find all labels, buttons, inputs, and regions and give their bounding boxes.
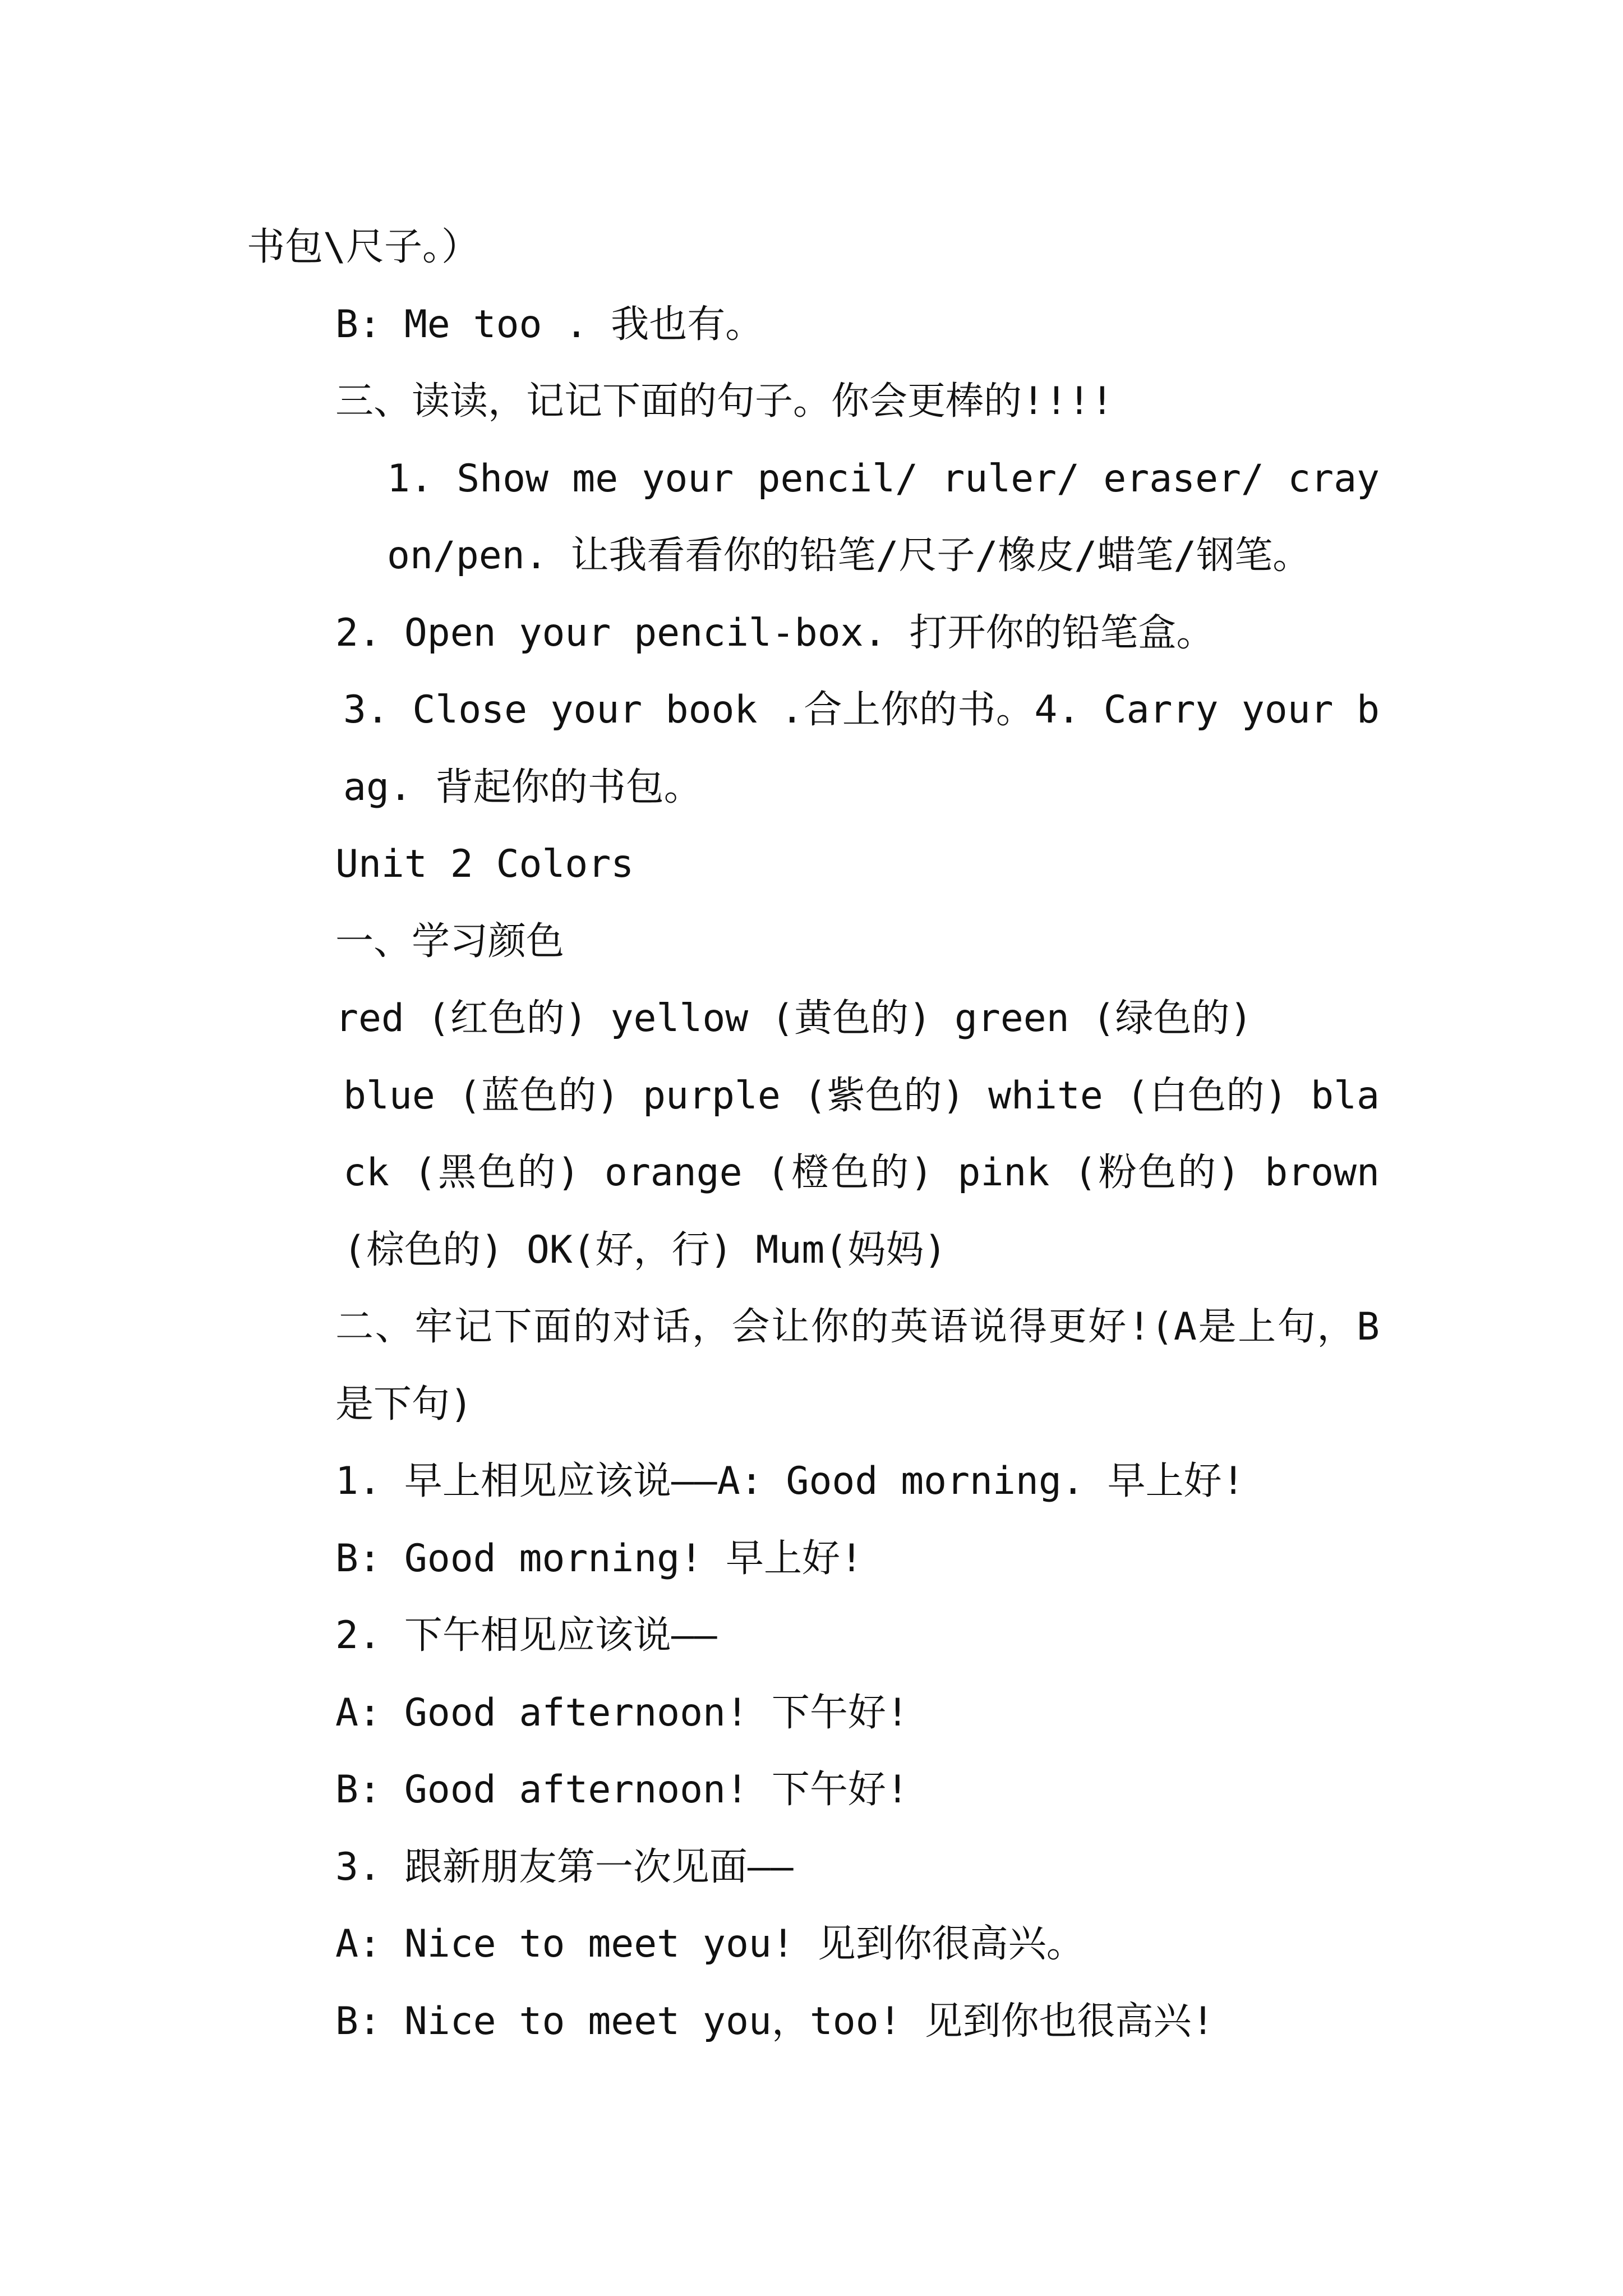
section-heading: Unit 2 Colors [335, 842, 634, 886]
text-line: 三、读读，记记下面的句子。你会更棒的!!!! [335, 379, 1114, 424]
text-line: 二、牢记下面的对话，会让你的英语说得更好!(A是上句，B是下句) [335, 1305, 1380, 1427]
text-line: B: Good morning! 早上好! [335, 1536, 863, 1581]
text-line: blue (蓝色的) purple (紫色的) white (白色的) black (黑色的) orange (橙色的) pink (粉色的) brown (棕色的) OK(好，行) Mum(妈妈) [343, 1073, 1403, 1272]
text-line: 书包\尺子。） [247, 225, 479, 269]
text-line: red (红色的) yellow (黄色的) green (绿色的) [335, 996, 1253, 1041]
text-line: B: Good afternoon! 下午好! [335, 1768, 909, 1812]
text-line: 3. 跟新朋友第一次见面—— [335, 1844, 794, 1889]
text-line: 2. Open your pencil-box. 打开你的铅笔盒。 [335, 610, 1215, 655]
text-line: 1. Show me your pencil/ ruler/ eraser/ crayon/pen. 让我看看你的铅笔/尺子/橡皮/蜡笔/钢笔。 [387, 456, 1380, 578]
text-line: 3. Close your book .合上你的书。4. Carry your bag. 背起你的书包。 [343, 688, 1380, 809]
text-line: A: Good afternoon! 下午好! [335, 1690, 909, 1735]
text-line: 1. 早上相见应该说——A: Good morning. 早上好! [335, 1459, 1245, 1503]
text-line: B: Me too . 我也有。 [335, 302, 764, 347]
text-line: B: Nice to meet you，too! 见到你也很高兴! [335, 1999, 1215, 2044]
document-body [247, 209, 1403, 2060]
text-line: A: Nice to meet you! 见到你很高兴。 [335, 1922, 1085, 1966]
text-line: 2. 下午相见应该说—— [335, 1613, 717, 1658]
text-line: 一、学习颜色 [335, 919, 565, 964]
